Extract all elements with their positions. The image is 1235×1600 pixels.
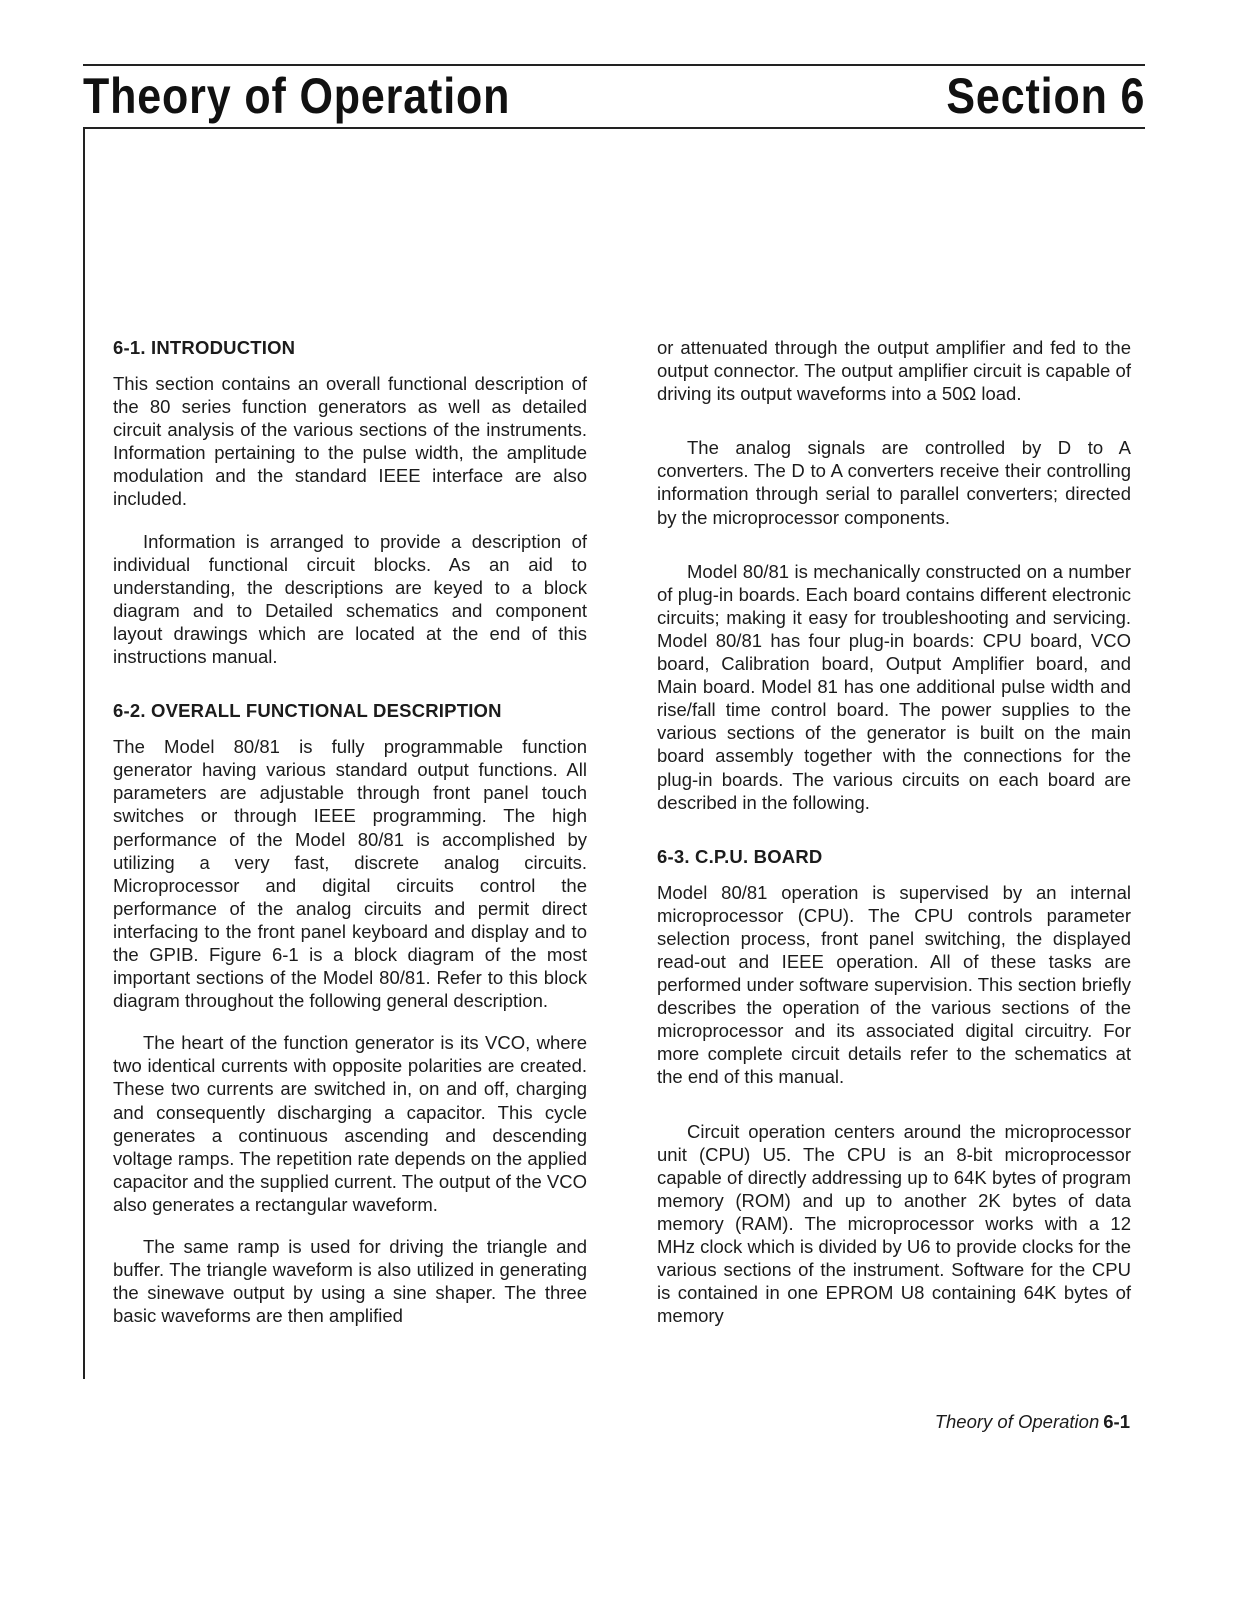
page-title: Theory of Operation (83, 68, 511, 124)
header-under-rule (83, 127, 1145, 129)
paragraph-cpu-2: Circuit operation centers around the microprocessor unit (CPU) U5. The CPU is an 8-bit microprocessor capable of directly addressing up to 64K bytes of program memory (ROM) and up to another 2K bytes of data memory (RAM). The microprocessor works with a 12 MHz clock which is divided by U6 to provide clocks for the various sections of the instrument. Software for the CPU is contained in one EPROM U8 containing 64K bytes of memory (657, 1120, 1131, 1327)
heading-overall-functional-description: 6-2. OVERALL FUNCTIONAL DESCRIPTION (113, 700, 502, 722)
paragraph-overall-2: The heart of the function generator is its VCO, where two identical currents with opposite polarities are created. These two currents are switched in, on and off, charging and consequently discharging a capacitor. This cycle generates a continuous ascending and descending voltage ramps. The repetition rate depends on the applied capacitor and the supplied current. The output of the VCO also generates a rectangular waveform. (113, 1032, 587, 1215)
paragraph-plug-in-boards: Model 80/81 is mechanically constructed on a number of plug-in boards. Each board contains different electronic circuits; making it easy for troubleshooting and servicing. Model 80/81 has four plug-in boards: CPU board, VCO board, Calibration board, Output Amplifier board, and Main board. Model 81 has one additional pulse width and rise/fall time control board. The power supplies to the various sections of the generator is built on the main board assembly together with the connections for the plug-in boards. The various circuits on each board are described in the following. (657, 560, 1131, 813)
page-footer (935, 1411, 1130, 1433)
heading-introduction: 6-1. INTRODUCTION (113, 337, 296, 358)
section-label: Section 6 (946, 68, 1145, 124)
left-margin-rule (83, 127, 85, 1379)
paragraph-overall-1: The Model 80/81 is fully programmable function generator having various standard output functions. All parameters are adjustable through front panel touch switches or through IEEE programming. The high performance of the Model 80/81 is accomplished by utilizing a very fast, discrete analog circuits. Microprocessor and digital circuits control the performance of the analog circuits and permit direct interfacing to the front panel keyboard and display and to the GPIB. Figure 6-1 is a block diagram of the most important sections of the Model 80/81. Refer to this block diagram throughout the following general description. (113, 736, 587, 1012)
paragraph-output-amplifier: or attenuated through the output amplifier and fed to the output connector. The output amplifier circuit is capable of driving its output waveforms into a 50Ω load. (657, 337, 1131, 405)
page-number: 6-1 (1103, 1411, 1130, 1432)
right-column (657, 336, 1131, 1346)
paragraph-intro-1: This section contains an overall functional description of the 80 series function generators as well as detailed circuit analysis of the various sections of the instruments. Information pertaining to the pulse width, the amplitude modulation and the standard IEEE interface are also included. (113, 373, 587, 510)
paragraph-overall-3: The same ramp is used for driving the triangle and buffer. The triangle waveform is also utilized in generating the sinewave output by using a sine shaper. The three basic waveforms are then amplified (113, 1236, 587, 1327)
left-column (113, 336, 587, 1346)
heading-cpu-board: 6-3. C.P.U. BOARD (657, 845, 823, 867)
paragraph-cpu-1: Model 80/81 operation is supervised by an internal microprocessor (CPU). The CPU controls parameter selection process, front panel switching, the displayed read-out and IEEE operation. All of these tasks are performed under software supervision. This section briefly describes the operation of the various sections of the microprocessor and its associated digital circuitry. For more complete circuit details refer to the schematics at the end of this manual. (657, 881, 1131, 1088)
paragraph-intro-2: Information is arranged to provide a description of individual functional circuit blocks. As an aid to understanding, the descriptions are keyed to a block diagram and to Detailed schematics and component layout drawings which are located at the end of this instructions manual. (113, 530, 587, 668)
footer-label: Theory of Operation (934, 1411, 1100, 1432)
paragraph-analog-signals: The analog signals are controlled by D to A converters. The D to A converters receive their controlling information through serial to parallel converters; directed by the microprocessor components. (657, 437, 1131, 528)
